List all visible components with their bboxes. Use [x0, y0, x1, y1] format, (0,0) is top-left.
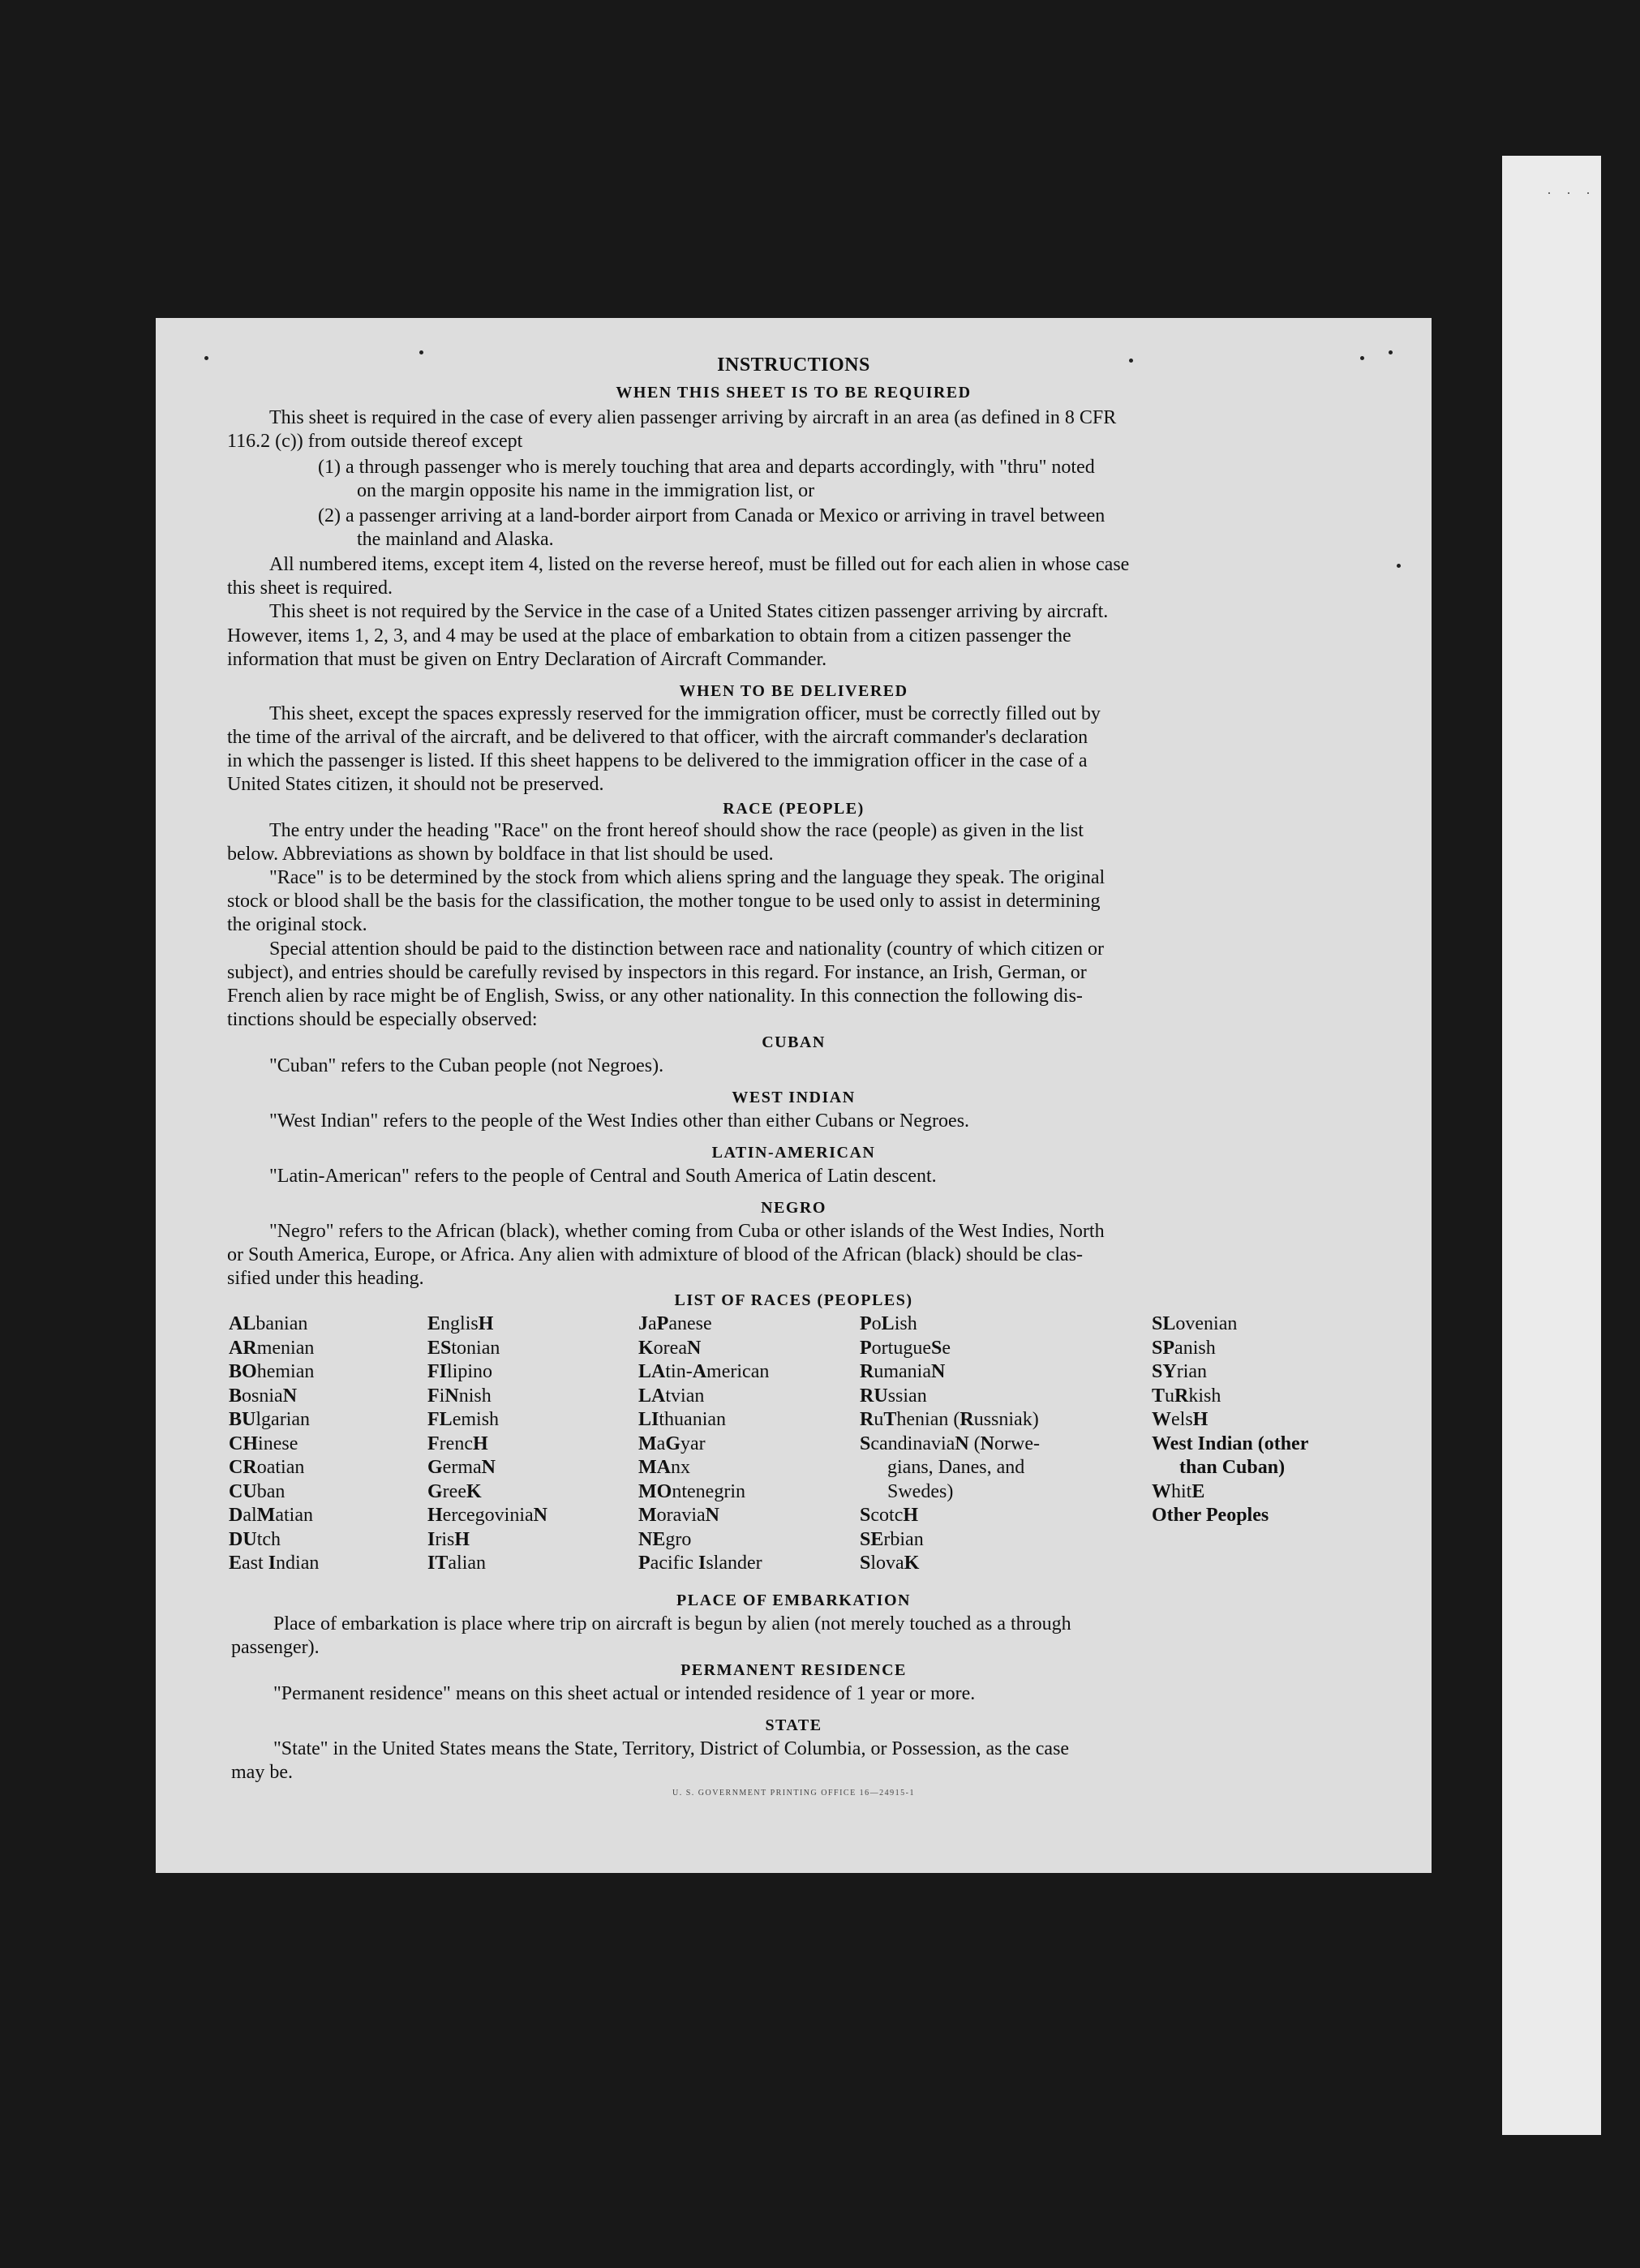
- heading-race: RACE (PEOPLE): [723, 800, 865, 818]
- para-line: subject), and entries should be carefully revised by inspectors in this regard. For instance, an Irish, German, or: [227, 962, 1087, 983]
- race-list-item: SlovaK: [860, 1553, 920, 1574]
- race-list-item: WhitE: [1152, 1480, 1205, 1502]
- list-item-1-cont: on the margin opposite his name in the immigration list, or: [357, 480, 815, 501]
- para-line: "West Indian" refers to the people of the West Indies other than either Cubans or Negroes.: [269, 1110, 970, 1132]
- para-line: All numbered items, except item 4, listed on the reverse hereof, must be filled out for each alien in whose case: [269, 554, 1130, 575]
- para-line: French alien by race might be of English, Swiss, or any other nationality. In this connection the following dis-: [227, 986, 1083, 1007]
- race-list-item: West Indian (other: [1152, 1433, 1309, 1454]
- heading-list-of-races: LIST OF RACES (PEOPLES): [674, 1291, 913, 1309]
- race-list-item: MOntenegrin: [638, 1480, 745, 1502]
- race-list-item: Pacific Islander: [638, 1553, 762, 1574]
- race-list-item: FiNnish: [427, 1385, 492, 1407]
- race-list-item: BOhemian: [229, 1361, 315, 1382]
- race-list-item: RuThenian (Russniak): [860, 1409, 1039, 1430]
- race-list-item: GreeK: [427, 1480, 482, 1502]
- heading-when-delivered: WHEN TO BE DELIVERED: [679, 682, 908, 700]
- race-list-item: FrencH: [427, 1433, 488, 1454]
- race-list-item: CHinese: [229, 1433, 298, 1454]
- printer-imprint: U. S. GOVERNMENT PRINTING OFFICE 16—24915-1: [672, 1789, 916, 1798]
- heading-when-required: WHEN THIS SHEET IS TO BE REQUIRED: [616, 384, 972, 402]
- race-list-item: Other Peoples: [1152, 1505, 1269, 1526]
- para-line: "Race" is to be determined by the stock from which aliens spring and the language they speak. The original: [269, 867, 1105, 888]
- para-line: this sheet is required.: [227, 578, 393, 599]
- para-line: below. Abbreviations as shown by boldface in that list should be used.: [227, 844, 774, 865]
- race-list-item: LIthuanian: [638, 1409, 727, 1430]
- heading-cuban: CUBAN: [762, 1033, 826, 1051]
- races-column-1: [229, 1312, 319, 1576]
- para-line: Place of embarkation is place where trip on aircraft is begun by alien (not merely touched as a through: [273, 1613, 1071, 1634]
- race-list-item: PoLish: [860, 1313, 917, 1334]
- race-list-item: EStonian: [427, 1337, 500, 1359]
- race-list-item: DUtch: [229, 1528, 281, 1550]
- race-list-item: SErbian: [860, 1528, 924, 1550]
- para-line: or South America, Europe, or Africa. Any alien with admixture of blood of the African (black) should be clas-: [227, 1244, 1084, 1265]
- race-list-item: MAnx: [638, 1457, 690, 1478]
- para-line: passenger).: [231, 1637, 320, 1658]
- para-line: "Permanent residence" means on this sheet actual or intended residence of 1 year or more.: [273, 1683, 976, 1704]
- list-item-2-cont: the mainland and Alaska.: [357, 529, 554, 550]
- para-line: The entry under the heading "Race" on the front hereof should show the race (people) as given in the list: [269, 820, 1084, 841]
- race-list-item: TuRkish: [1152, 1385, 1221, 1407]
- heading-embarkation: PLACE OF EMBARKATION: [676, 1591, 911, 1609]
- para-line: United States citizen, it should not be preserved.: [227, 774, 604, 795]
- race-list-item: EnglisH: [427, 1313, 494, 1334]
- race-list-item: GermaN: [427, 1457, 496, 1478]
- para-line: may be.: [231, 1762, 293, 1783]
- race-list-item: ScotcH: [860, 1505, 919, 1526]
- race-list-item: LAtin-American: [638, 1361, 770, 1382]
- heading-west-indian: WEST INDIAN: [732, 1089, 856, 1106]
- race-list-item: SPanish: [1152, 1337, 1216, 1359]
- page-title: INSTRUCTIONS: [717, 354, 870, 376]
- para-line: information that must be given on Entry Declaration of Aircraft Commander.: [227, 649, 827, 670]
- race-list-item: DalMatian: [229, 1505, 313, 1526]
- race-list-item: ITalian: [427, 1553, 487, 1574]
- race-list-item: than Cuban): [1179, 1457, 1286, 1478]
- race-list-item: JaPanese: [638, 1313, 712, 1334]
- heading-permanent-residence: PERMANENT RESIDENCE: [680, 1661, 907, 1679]
- strip-marks: . . .: [1548, 183, 1596, 197]
- heading-latin-american: LATIN-AMERICAN: [711, 1144, 876, 1162]
- para-line: the time of the arrival of the aircraft, and be delivered to that officer, with the aircraft commander's declaration: [227, 727, 1088, 748]
- race-list-item: SLovenian: [1152, 1313, 1238, 1334]
- para-line: However, items 1, 2, 3, and 4 may be used at the place of embarkation to obtain from a citizen passenger the: [227, 625, 1071, 646]
- para-line: in which the passenger is listed. If this sheet happens to be delivered to the immigration officer in the case of a: [227, 750, 1088, 771]
- race-list-item: RumaniaN: [860, 1361, 946, 1382]
- race-list-item: ScandinaviaN (Norwe-: [860, 1433, 1041, 1454]
- para-line: tinctions should be especially observed:: [227, 1009, 538, 1030]
- race-list-item: CUban: [229, 1480, 285, 1502]
- race-list-item: BUlgarian: [229, 1409, 311, 1430]
- para-line: "Latin-American" refers to the people of Central and South America of Latin descent.: [269, 1166, 937, 1187]
- para-line: This sheet, except the spaces expressly reserved for the immigration officer, must be correctly filled out by: [269, 703, 1101, 724]
- race-list-item: SYrian: [1152, 1361, 1208, 1382]
- list-item-2: (2) a passenger arriving at a land-border airport from Canada or Mexico or arriving in travel between: [318, 505, 1105, 526]
- race-list-item: HercegoviniaN: [427, 1505, 547, 1526]
- para-line: "Cuban" refers to the Cuban people (not Negroes).: [269, 1055, 664, 1076]
- para-line: "State" in the United States means the State, Territory, District of Columbia, or Possession, as the case: [273, 1738, 1070, 1759]
- para-line: the original stock.: [227, 914, 367, 935]
- race-list-item: Swedes): [887, 1480, 954, 1502]
- race-list-item: gians, Danes, and: [887, 1457, 1025, 1478]
- race-list-item: ALbanian: [229, 1313, 308, 1334]
- race-list-item: CRoatian: [229, 1457, 305, 1478]
- speck: [1397, 564, 1401, 568]
- race-list-item: East Indian: [229, 1553, 320, 1574]
- adjacent-page-strip: [1502, 156, 1601, 2135]
- race-list-item: MaGyar: [638, 1433, 706, 1454]
- races-column-3: [638, 1312, 769, 1576]
- heading-state: STATE: [765, 1716, 822, 1734]
- race-list-item: IrisH: [427, 1528, 470, 1550]
- race-list-item: NEgro: [638, 1528, 692, 1550]
- race-list-item: FLemish: [427, 1409, 500, 1430]
- race-list-item: PortugueSe: [860, 1337, 951, 1359]
- document-page: [156, 318, 1432, 1873]
- race-list-item: LAtvian: [638, 1385, 705, 1407]
- heading-negro: NEGRO: [761, 1199, 826, 1217]
- para-line: This sheet is not required by the Service in the case of a United States citizen passenger arriving by aircraft.: [269, 601, 1109, 622]
- para-line: stock or blood shall be the basis for the classification, the mother tongue to be used only to assist in determining: [227, 891, 1101, 912]
- races-column-5: [1152, 1312, 1308, 1528]
- race-list-item: ARmenian: [229, 1337, 315, 1359]
- para-line: This sheet is required in the case of every alien passenger arriving by aircraft in an area (as defined in 8 CFR: [269, 407, 1117, 428]
- list-item-1: (1) a through passenger who is merely touching that area and departs accordingly, with "thru" noted: [318, 457, 1095, 478]
- race-list-item: KoreaN: [638, 1337, 702, 1359]
- para-line: 116.2 (c)) from outside thereof except: [227, 431, 523, 452]
- race-list-item: MoraviaN: [638, 1505, 719, 1526]
- race-list-item: RUssian: [860, 1385, 927, 1407]
- para-line: Special attention should be paid to the distinction between race and nationality (country of which citizen or: [269, 939, 1105, 960]
- para-line: "Negro" refers to the African (black), whether coming from Cuba or other islands of the West Indies, North: [269, 1221, 1105, 1242]
- race-list-item: BosniaN: [229, 1385, 298, 1407]
- races-column-2: [427, 1312, 547, 1576]
- para-line: sified under this heading.: [227, 1268, 424, 1289]
- race-list-item: WelsH: [1152, 1409, 1209, 1430]
- race-list-item: FIlipino: [427, 1361, 493, 1382]
- races-column-4: [860, 1312, 1040, 1576]
